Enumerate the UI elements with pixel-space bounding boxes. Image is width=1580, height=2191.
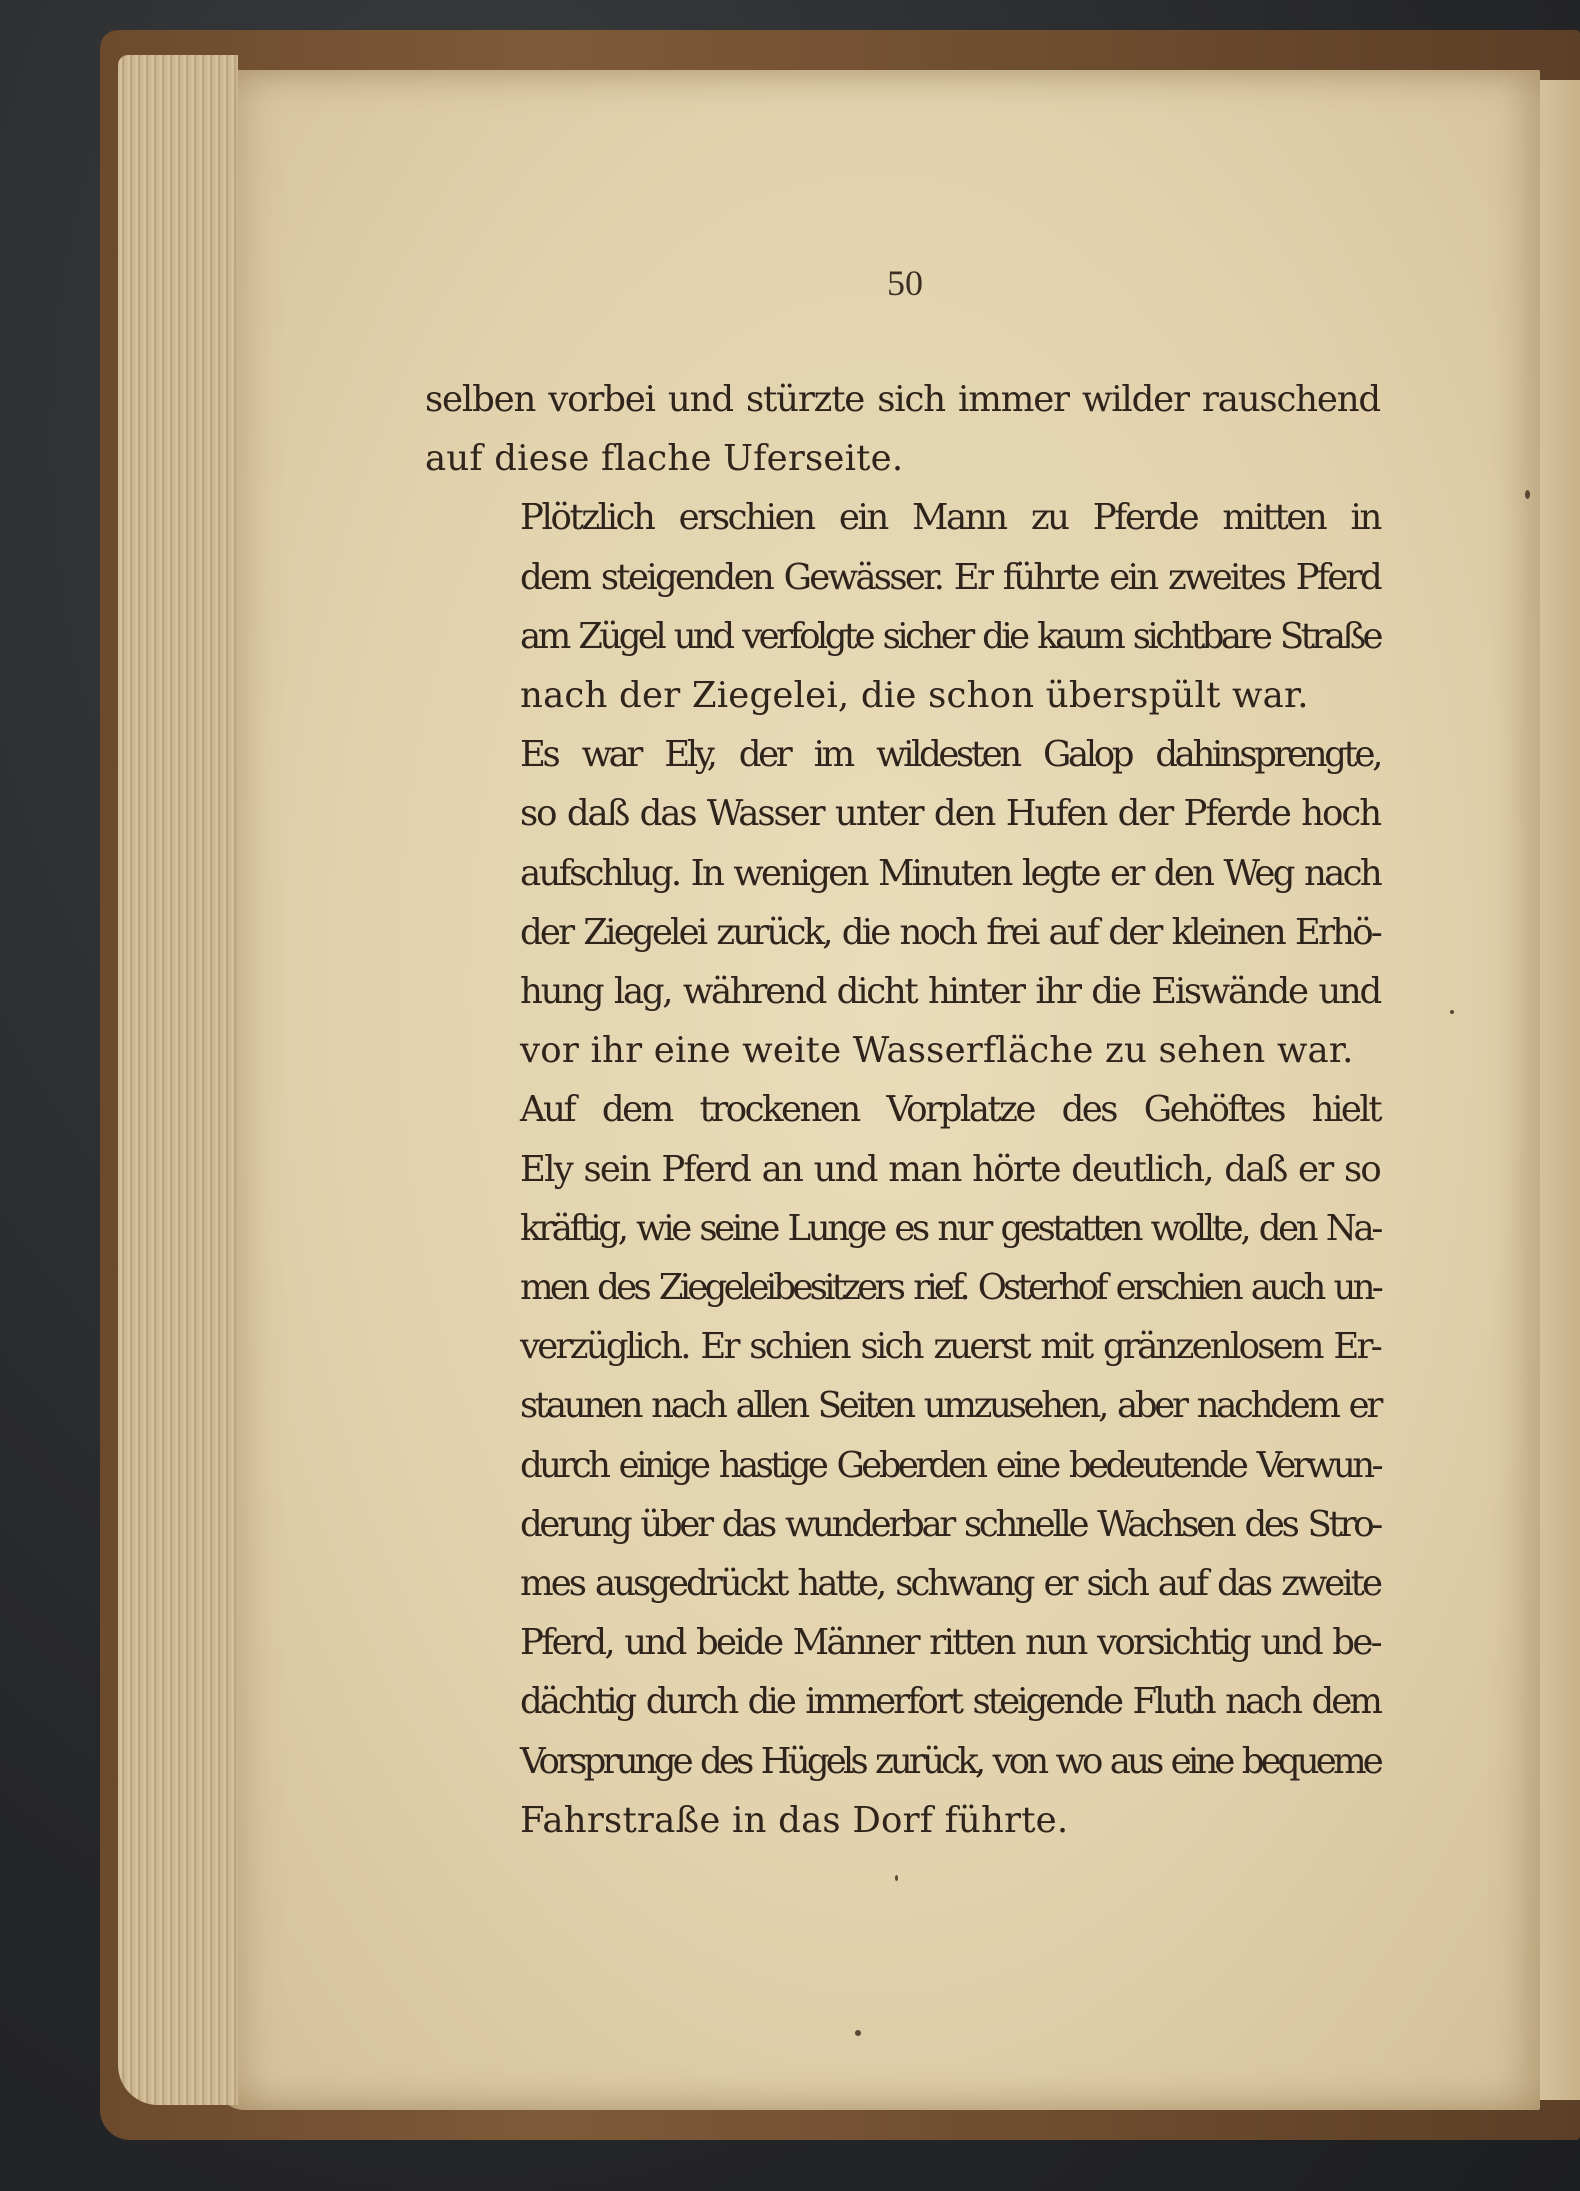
paper-speck — [1525, 490, 1530, 499]
text-line: men des Ziegeleibesitzers rief. Osterhof erschien auch un- — [520, 1267, 1380, 1309]
text-line: der Ziegelei zurück, die noch frei auf der kleinen Erhö- — [520, 911, 1380, 953]
paragraph-2 — [425, 488, 1380, 725]
paper-speck — [895, 1875, 898, 1881]
text-line: selben vorbei und stürzte sich immer wilder rauschend — [425, 379, 1380, 420]
text-line: so daß das Wasser unter den Hufen der Pferde hoch — [520, 793, 1380, 835]
text-line: durch einige hastige Geberden eine bedeutende Verwun- — [520, 1444, 1380, 1486]
text-line: staunen nach allen Seiten umzusehen, aber nachdem er — [520, 1385, 1380, 1427]
text-line: hung lag, während dicht hinter ihr die Eiswände und — [520, 971, 1380, 1013]
page-edges — [118, 55, 238, 2105]
text-line: Plötzlich erschien ein Mann zu Pferde mitten in — [520, 497, 1380, 539]
text-line: am Zügel und verfolgte sicher die kaum sichtbare Straße — [520, 615, 1380, 657]
text-line: kräftig, wie seine Lunge es nur gestatten wollte, den Na- — [520, 1207, 1380, 1249]
text-line: Ely sein Pferd an und man hörte deutlich, daß er so — [520, 1148, 1380, 1190]
text-line: mes ausgedrückt hatte, schwang er sich auf das zweite — [520, 1563, 1380, 1605]
text-line: derung über das wunderbar schnelle Wachsen des Stro- — [520, 1503, 1380, 1545]
text-line: vor ihr eine weite Wasserfläche zu sehen war. — [520, 1030, 1354, 1072]
text-line: nach der Ziegelei, die schon überspült war. — [520, 675, 1309, 717]
text-line: verzüglich. Er schien sich zuerst mit gränzenlosem Er- — [520, 1326, 1380, 1368]
paragraph-3 — [425, 725, 1380, 1080]
text-line: auf diese flache Uferseite. — [425, 438, 904, 480]
page-number: 50 — [887, 263, 923, 303]
body-text — [425, 370, 1380, 1850]
text-line: Pferd, und beide Männer ritten nun vorsichtig und be- — [520, 1622, 1380, 1664]
paper-speck — [1450, 1010, 1454, 1014]
text-line: dächtig durch die immerfort steigende Fluth nach dem — [520, 1681, 1380, 1723]
text-line: Vorsprunge des Hügels zurück, von wo aus eine bequeme — [520, 1740, 1380, 1782]
text-line: dem steigenden Gewässer. Er führte ein zweites Pferd — [520, 556, 1380, 598]
paragraph-4 — [425, 1080, 1380, 1850]
text-line: Es war Ely, der im wildesten Galop dahinsprengte, — [520, 734, 1380, 776]
text-line: Fahrstraße in das Dorf führte. — [520, 1799, 1069, 1841]
paper-speck — [855, 2030, 861, 2036]
text-line: Auf dem trockenen Vorplatze des Gehöftes hielt — [520, 1089, 1380, 1131]
text-line: aufschlug. In wenigen Minuten legte er den Weg nach — [520, 852, 1380, 894]
paragraph-1 — [425, 370, 1380, 488]
